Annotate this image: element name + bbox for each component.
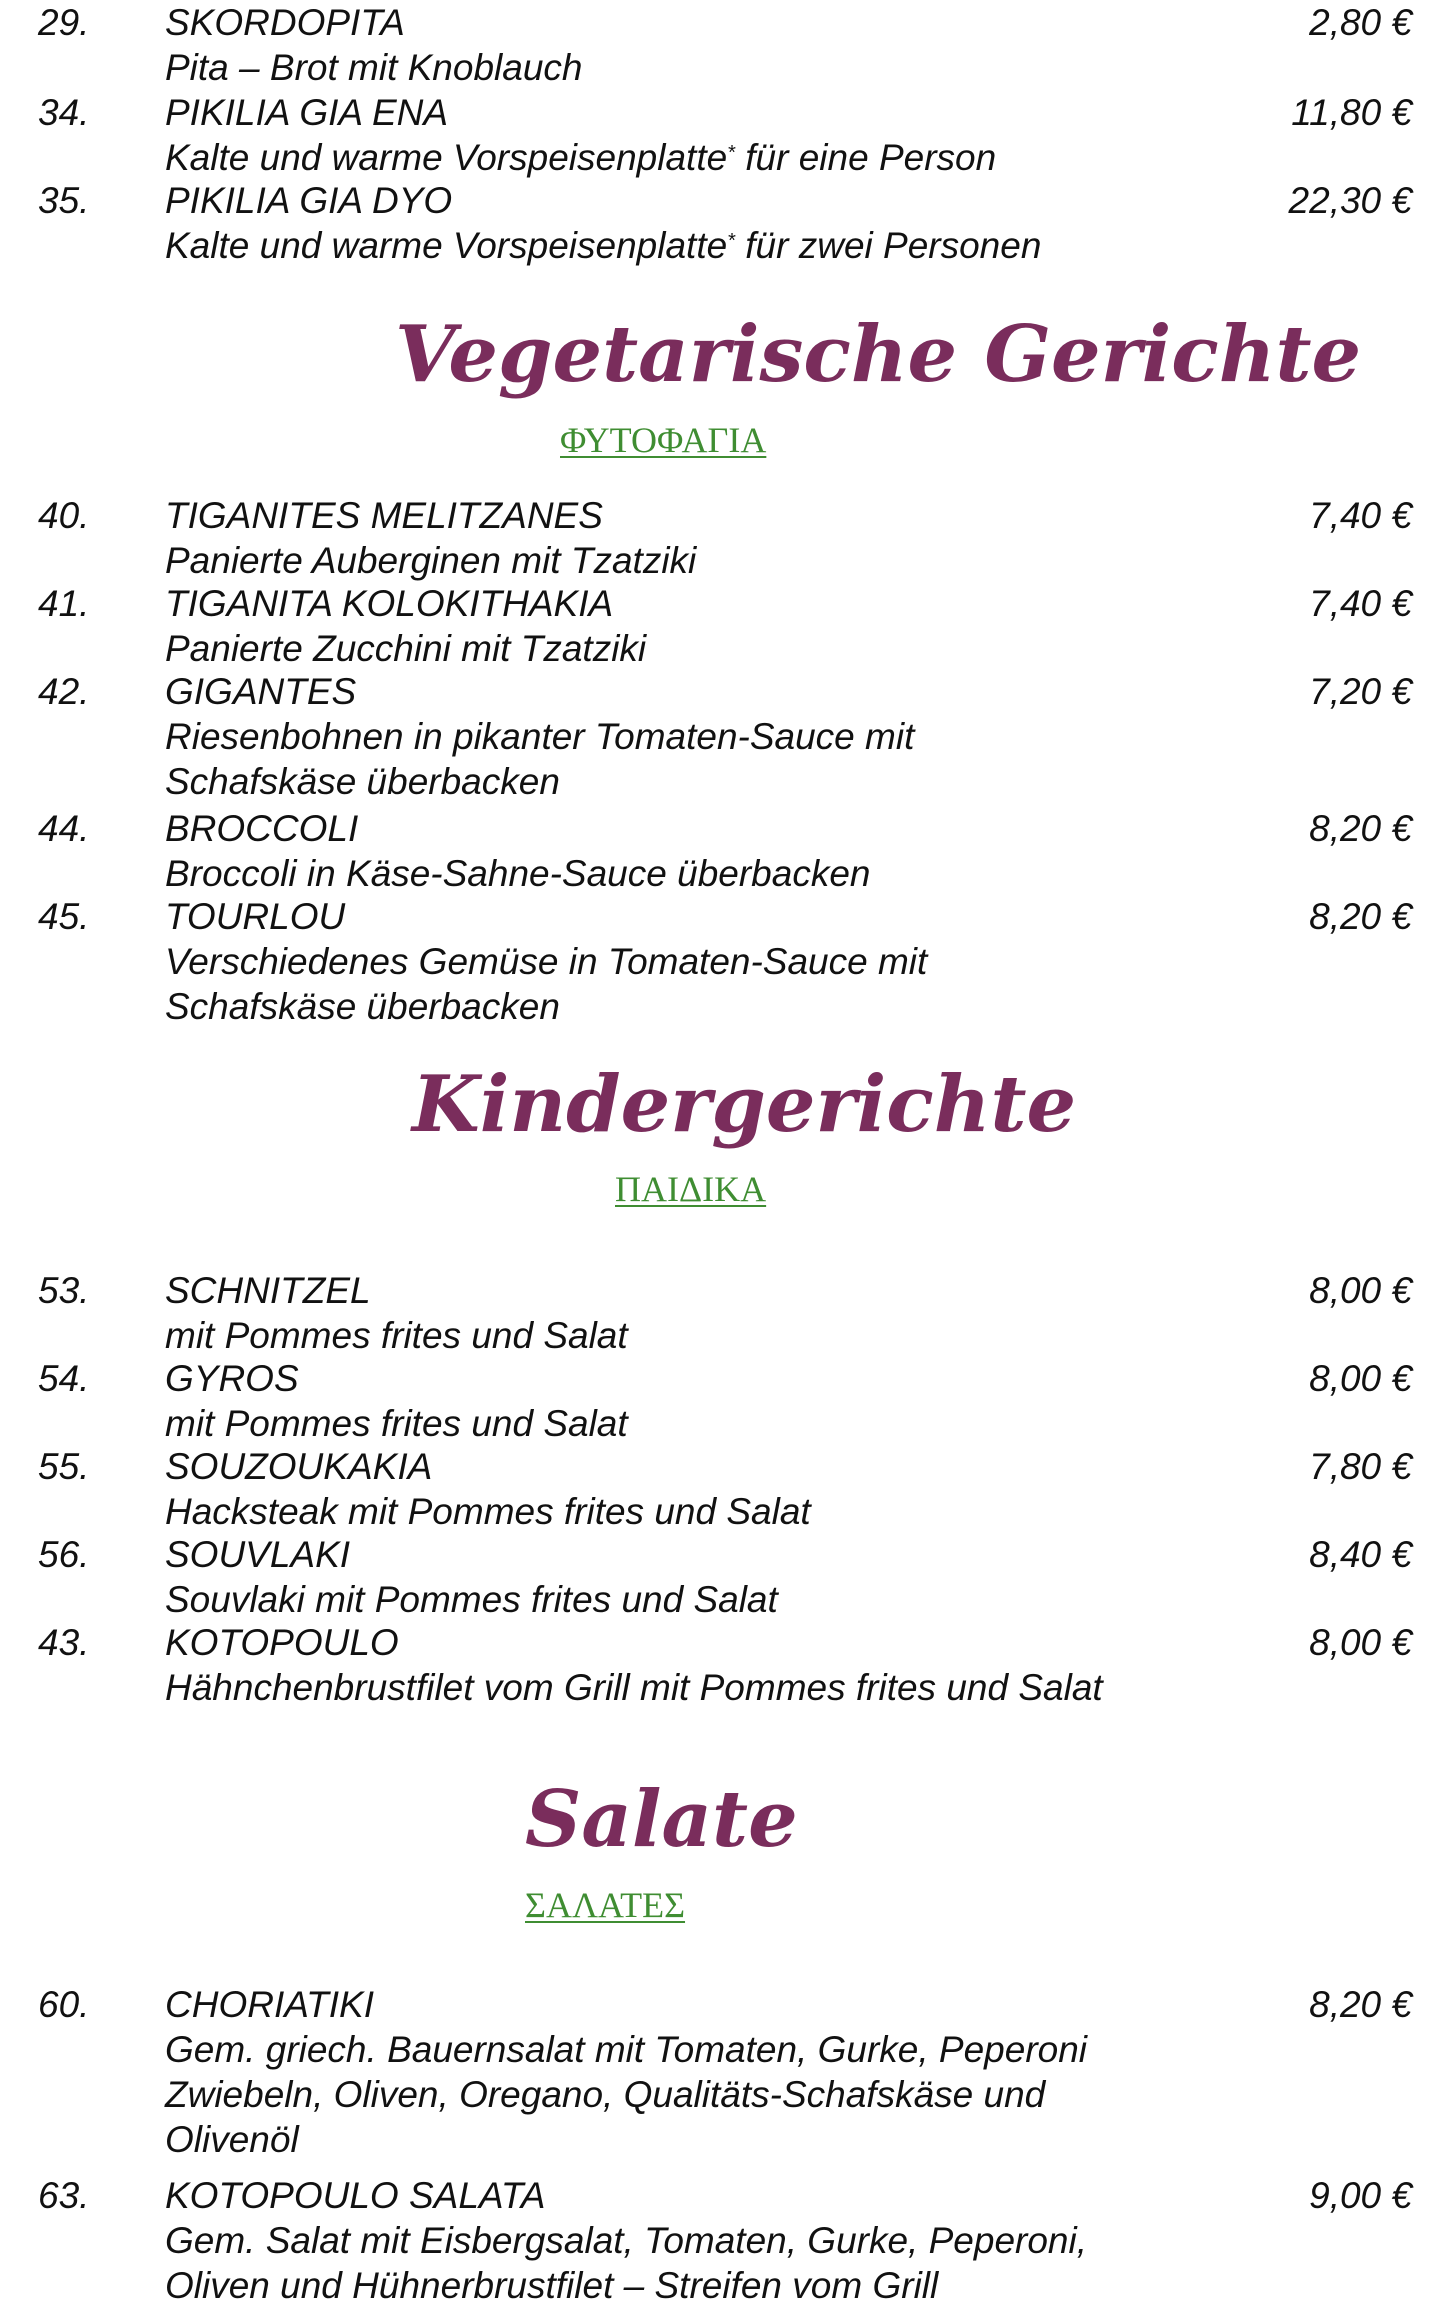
item-number: 43. [38, 1622, 90, 1663]
item-price: 11,80 € [1291, 92, 1412, 133]
item-price: 8,00 € [1309, 1358, 1412, 1399]
item-price: 2,80 € [1309, 2, 1412, 43]
item-description [165, 2027, 1087, 2162]
section-title-salads: Salate [525, 1774, 798, 1865]
item-number: 35. [38, 180, 90, 221]
item-description [165, 538, 696, 583]
description-line: Souvlaki mit Pommes frites und Salat [165, 1579, 778, 1620]
description-line: Schafskäse überbacken [165, 986, 560, 1027]
description-line: Panierte Zucchini mit Tzatziki [165, 628, 647, 669]
item-number: 34. [38, 92, 90, 133]
item-price: 8,40 € [1309, 1534, 1412, 1575]
item-name: SCHNITZEL [165, 1270, 371, 1311]
description-line: Broccoli in Käse-Sahne-Sauce überbacken [165, 853, 871, 894]
description-line: Hacksteak mit Pommes frites und Salat [165, 1491, 811, 1532]
item-name: SOUZOUKAKIA [165, 1446, 433, 1487]
item-name: TIGANITA KOLOKITHAKIA [165, 583, 614, 624]
item-name: PIKILIA GIA ENA [165, 92, 449, 133]
description-line: Olivenöl [165, 2119, 299, 2160]
section-subtitle-greek-vegetarian: ΦΥΤΟΦΑΓΙΑ [560, 420, 767, 460]
item-name: TIGANITES MELITZANES [165, 495, 603, 536]
description-line: Zwiebeln, Oliven, Oregano, Qualitäts-Schafskäse und [165, 2074, 1046, 2115]
item-name: GIGANTES [165, 671, 357, 712]
description-line: Kalte und warme Vorspeisenplatte [165, 137, 728, 178]
item-number: 40. [38, 495, 90, 536]
item-description [165, 714, 914, 804]
item-price: 7,40 € [1309, 583, 1412, 624]
section-title-vegetarian: Vegetarische Gerichte [395, 309, 1362, 400]
item-name: SOUVLAKI [165, 1534, 351, 1575]
item-number: 54. [38, 1358, 90, 1399]
item-description [165, 1665, 1103, 1710]
section-subtitle-greek-kids: ΠΑΙΔΙΚΑ [615, 1169, 767, 1209]
footnote-asterisk: * [727, 142, 735, 164]
description-line: Oliven und Hühnerbrustfilet – Streifen vom Grill [165, 2265, 939, 2306]
item-number: 42. [38, 671, 90, 712]
item-description [165, 1577, 778, 1622]
item-price: 22,30 € [1288, 180, 1412, 221]
description-line: Kalte und warme Vorspeisenplatte [165, 225, 728, 266]
item-name: CHORIATIKI [165, 1984, 374, 2025]
item-name: GYROS [165, 1358, 299, 1399]
item-number: 41. [38, 583, 90, 624]
item-number: 44. [38, 808, 90, 849]
item-number: 53. [38, 1270, 90, 1311]
description-line: Riesenbohnen in pikanter Tomaten-Sauce mit [165, 716, 915, 757]
item-name: SKORDOPITA [165, 2, 405, 43]
item-description [165, 1489, 811, 1534]
description-line: Gem. Salat mit Eisbergsalat, Tomaten, Gurke, Peperoni, [165, 2220, 1088, 2261]
item-description [165, 1313, 628, 1358]
item-number: 45. [38, 896, 90, 937]
item-description [165, 2218, 1087, 2308]
item-number: 56. [38, 1534, 90, 1575]
item-description [165, 1401, 628, 1446]
item-price: 7,80 € [1309, 1446, 1412, 1487]
section-title-kids: Kindergerichte [412, 1059, 1077, 1150]
description-line-end: für zwei Personen [734, 225, 1042, 266]
description-line-end: für eine Person [734, 137, 997, 178]
description-line: Gem. griech. Bauernsalat mit Tomaten, Gurke, Peperoni [165, 2029, 1088, 2070]
description-line: mit Pommes frites und Salat [165, 1403, 628, 1444]
description-line: Schafskäse überbacken [165, 761, 560, 802]
footnote-asterisk: * [727, 230, 735, 252]
section-subtitle-greek-salads: ΣΑΛΑΤΕΣ [525, 1885, 686, 1925]
description-line: Verschiedenes Gemüse in Tomaten-Sauce mit [165, 941, 928, 982]
description-line: Hähnchenbrustfilet vom Grill mit Pommes frites und Salat [165, 1667, 1103, 1708]
item-description [165, 939, 927, 1029]
item-number: 29. [38, 2, 90, 43]
item-price: 8,00 € [1309, 1622, 1412, 1663]
item-price: 8,20 € [1309, 896, 1412, 937]
item-number: 60. [38, 1984, 90, 2025]
item-number: 63. [38, 2175, 90, 2216]
item-name: BROCCOLI [165, 808, 359, 849]
item-name: PIKILIA GIA DYO [165, 180, 453, 221]
item-description [165, 223, 1041, 268]
description-line: Panierte Auberginen mit Tzatziki [165, 540, 697, 581]
item-number: 55. [38, 1446, 90, 1487]
item-price: 8,20 € [1309, 808, 1412, 849]
item-name: KOTOPOULO [165, 1622, 399, 1663]
item-price: 8,00 € [1309, 1270, 1412, 1311]
item-price: 9,00 € [1309, 2175, 1412, 2216]
description-line: mit Pommes frites und Salat [165, 1315, 628, 1356]
item-description [165, 45, 583, 90]
item-price: 8,20 € [1309, 1984, 1412, 2025]
item-description [165, 626, 646, 671]
item-description [165, 135, 996, 180]
item-description [165, 851, 870, 896]
description-line: Pita – Brot mit Knoblauch [165, 47, 583, 88]
item-price: 7,40 € [1309, 495, 1412, 536]
item-price: 7,20 € [1309, 671, 1412, 712]
item-name: KOTOPOULO SALATA [165, 2175, 546, 2216]
item-name: TOURLOU [165, 896, 346, 937]
